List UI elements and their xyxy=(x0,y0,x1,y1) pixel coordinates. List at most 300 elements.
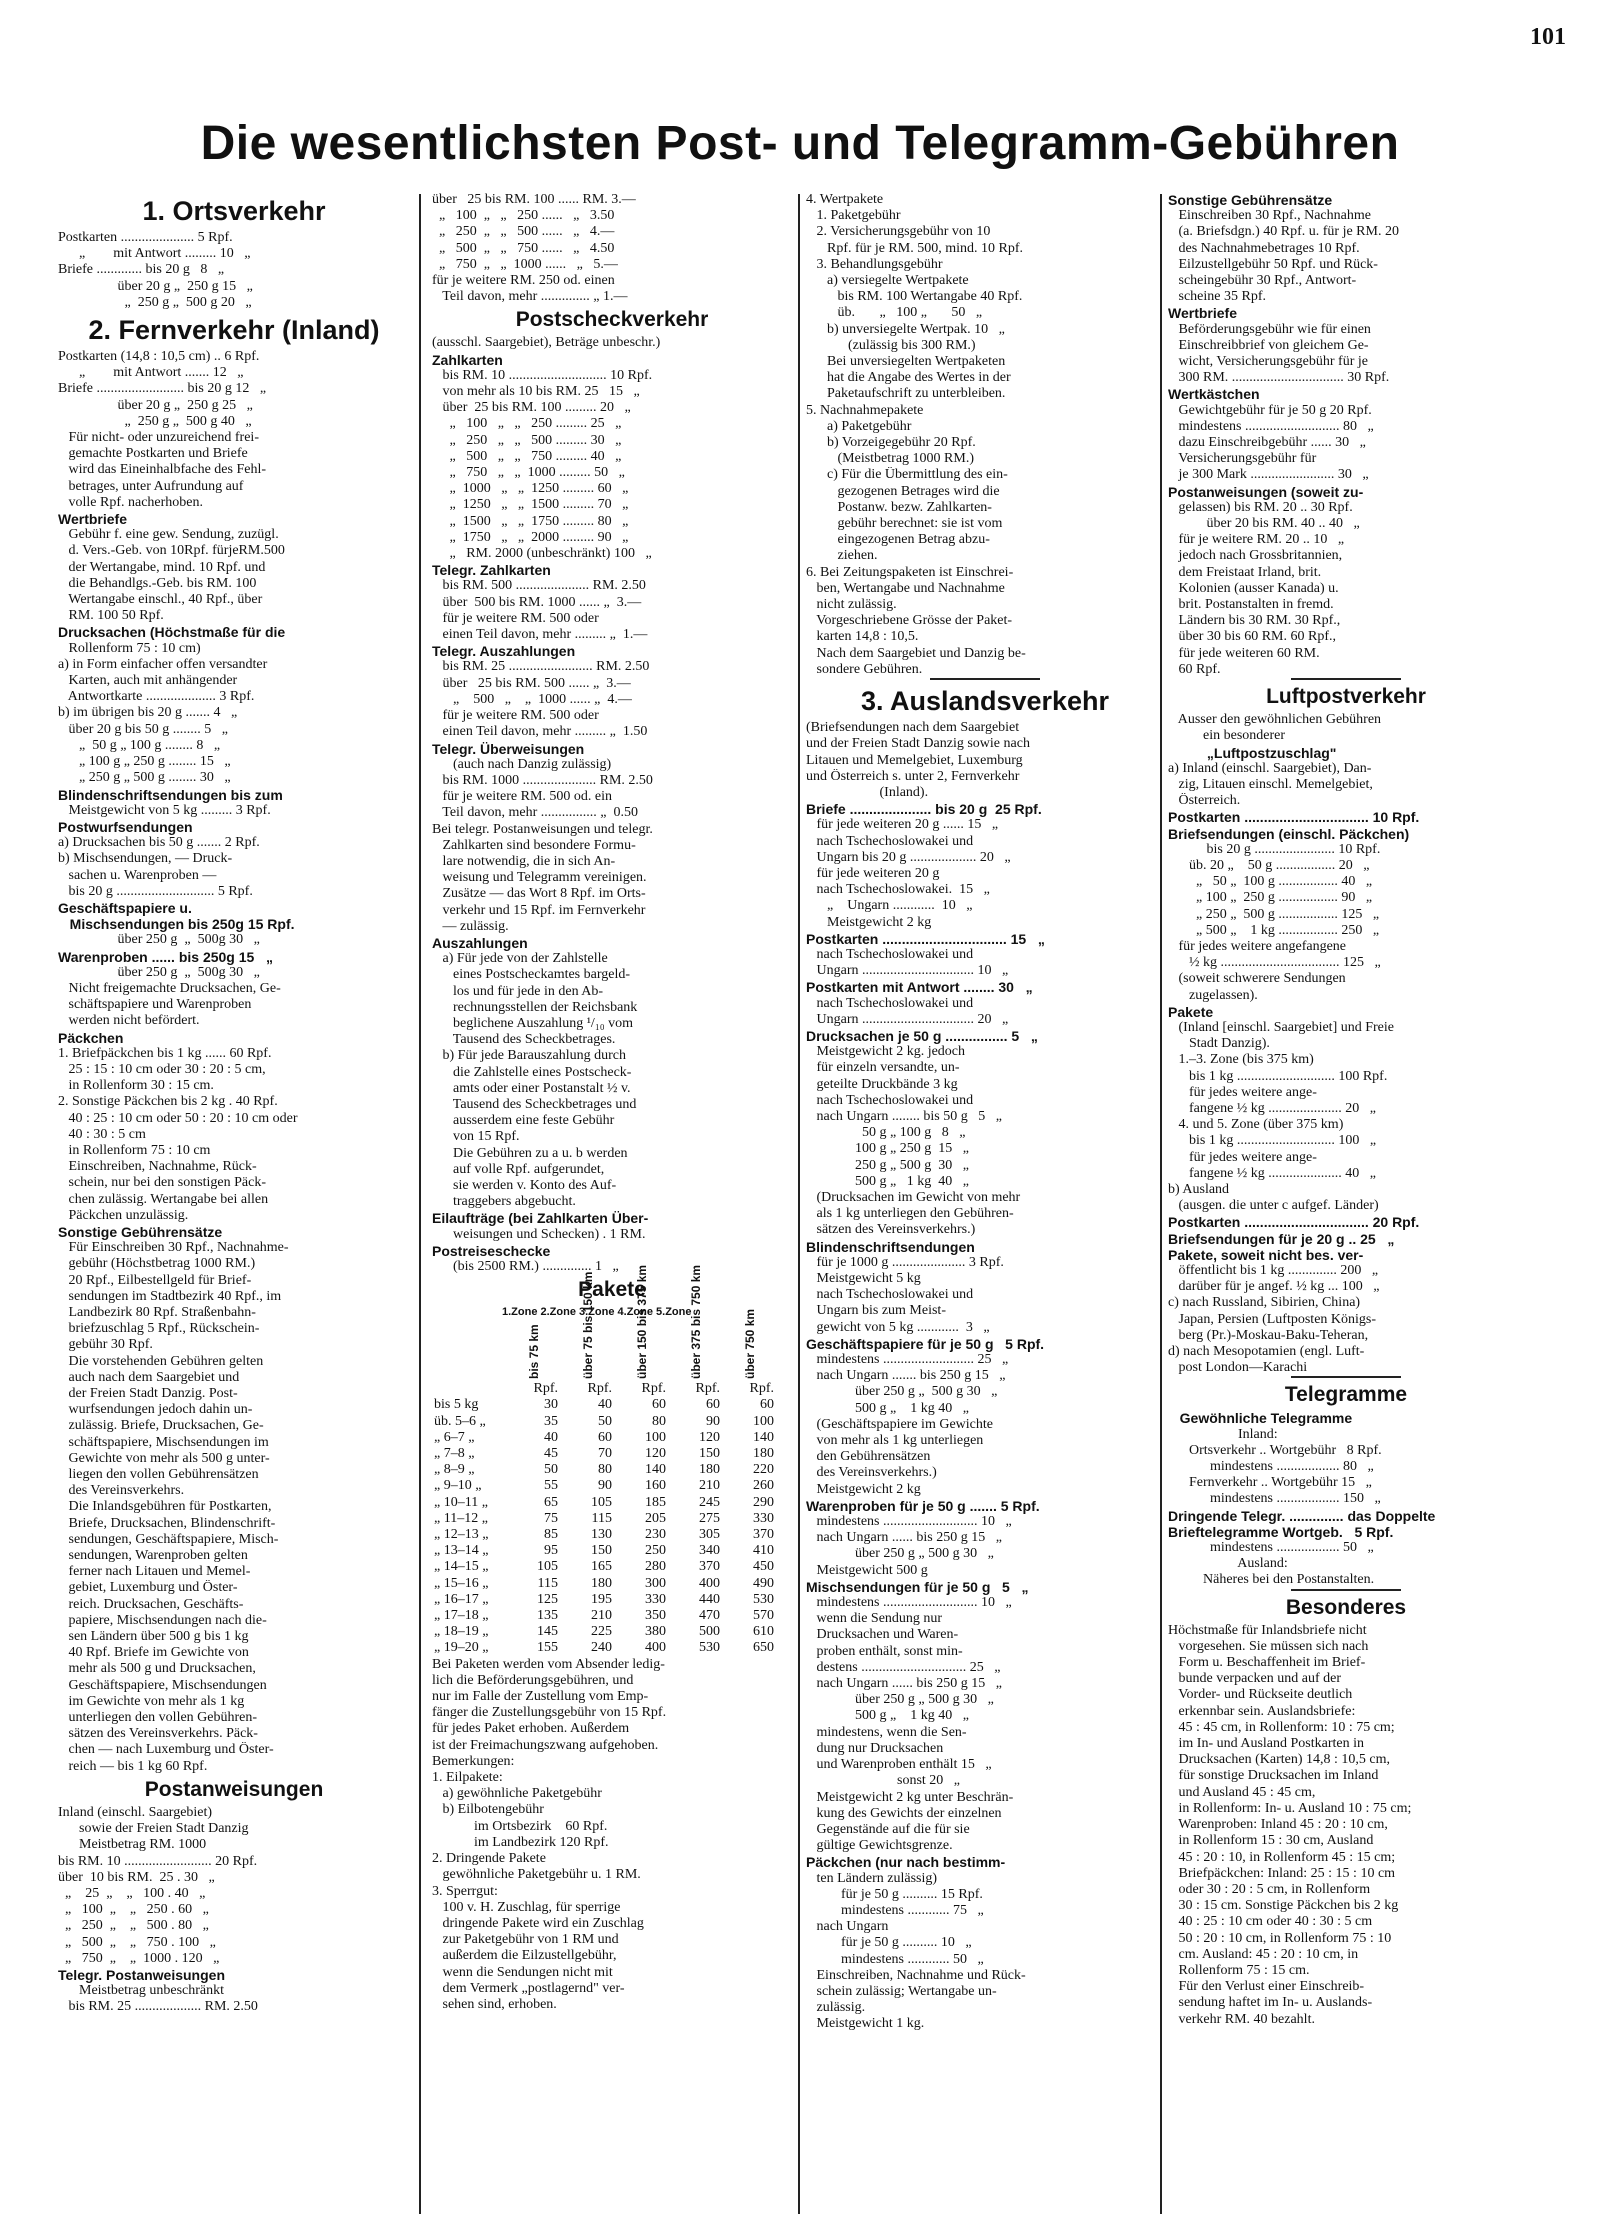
rate-line: Höchstmaße für Inlandsbriefe nicht xyxy=(1168,1622,1367,1638)
rate-line: Zusätze — das Wort 8 Rpf. im Orts- xyxy=(432,886,646,902)
rate-line: für je weitere RM. 500 oder xyxy=(432,708,599,724)
table-row xyxy=(434,1576,774,1592)
column-divider xyxy=(419,194,421,2214)
rate-cell: 145 xyxy=(537,1624,558,1640)
rule-line xyxy=(930,678,1040,680)
rate-category-label: Telegr. Zahlkarten xyxy=(432,562,551,579)
table-corner xyxy=(434,1319,504,1381)
distance-label: bis 75 km xyxy=(527,1324,541,1380)
rate-cell: 220 xyxy=(753,1462,774,1478)
pakete-unit-row xyxy=(434,1381,774,1397)
rate-line: Meistgewicht 500 g xyxy=(806,1562,928,1578)
rate-cell: 130 xyxy=(591,1527,612,1543)
rate-line: 25 : 15 : 10 cm oder 30 : 20 : 5 cm, xyxy=(58,1061,266,1077)
rate-cell: 400 xyxy=(699,1575,720,1591)
rate-line: dem Freistaat Irland, brit. xyxy=(1168,564,1322,580)
rate-line: b) im übrigen bis 20 g ....... 4 „ xyxy=(58,705,238,721)
rate-line: 1.–3. Zone (bis 375 km) xyxy=(1168,1052,1314,1068)
rate-cell: 180 xyxy=(699,1462,720,1478)
section-heading: 1. Ortsverkehr xyxy=(142,196,326,226)
rate-line: bis RM. 500 ..................... RM. 2.50 xyxy=(432,578,646,594)
rate-line: d. Vers.-Geb. von 10Rpf. fürjeRM.500 xyxy=(58,543,285,559)
rate-line: reich. Drucksachen, Geschäfts- xyxy=(58,1596,244,1612)
rate-cell: 330 xyxy=(753,1510,774,1526)
rate-category-label: Postwurfsendungen xyxy=(58,818,193,835)
weight-cell: „ 11–12 „ xyxy=(434,1510,488,1526)
unit-cell: Rpf. xyxy=(749,1381,774,1397)
rate-cell: 50 xyxy=(598,1413,612,1429)
rate-line: bis RM. 25 ................... RM. 2.50 xyxy=(58,1999,258,2015)
rate-line: wird das Eineinhalbfache des Fehl- xyxy=(58,462,266,478)
rate-line: destens .............................. 25 „ xyxy=(806,1659,1001,1675)
rate-line: als 1 kg unterliegen den Gebühren- xyxy=(806,1206,1014,1222)
rate-line: kung des Gewichts der einzelnen xyxy=(806,1805,1002,1821)
rate-line: 2. Dringende Pakete xyxy=(432,1851,546,1867)
rate-line: zugelassen). xyxy=(1168,987,1258,1003)
rate-line: bis RM. 10 ......................... 20 Rpf. xyxy=(58,1853,258,1869)
rate-line: „ 50 g „ 100 g ........ 8 „ xyxy=(58,737,221,753)
rate-line: „ 250 g „ 500 g ........ 30 „ xyxy=(58,770,231,786)
rate-line: 500 g „ 1 kg 40 „ xyxy=(806,1400,969,1416)
rate-line: sendung haftet im In- u. Auslands- xyxy=(1168,1995,1373,2011)
rate-cell: 60 xyxy=(652,1397,666,1413)
rate-line: schein zulässig; Wertangabe un- xyxy=(806,1983,997,1999)
rate-line: gewöhnliche Paketgebühr u. 1 RM. xyxy=(432,1867,641,1883)
rate-line: scheine 35 Rpf. xyxy=(1168,289,1266,305)
rate-cell: 250 xyxy=(645,1543,666,1559)
rate-line: Vorder- und Rückseite deutlich xyxy=(1168,1687,1353,1703)
rate-line: Ausser den gewöhnlichen Gebühren xyxy=(1168,712,1382,728)
distance-label: über 750 km xyxy=(743,1309,757,1380)
rate-line: 40 : 25 : 10 cm oder 50 : 20 : 10 cm oder xyxy=(58,1110,298,1126)
rate-category-label: Drucksachen (Höchstmaße für die xyxy=(58,624,286,641)
rate-line: Ausland: xyxy=(1168,1556,1288,1572)
rate-cell: 280 xyxy=(645,1559,666,1575)
rate-line: Rpf. für je RM. 500, mind. 10 Rpf. xyxy=(806,240,1023,256)
rate-line: b) unversiegelte Wertpak. 10 „ xyxy=(806,321,1005,337)
rate-cell: 45 xyxy=(544,1446,558,1462)
rate-line: Tausend des Scheckbetrages und xyxy=(432,1096,637,1112)
rate-line: für jede weiteren 60 RM. xyxy=(1168,645,1320,661)
weight-cell: „ 16–17 „ xyxy=(434,1591,489,1607)
rate-line: auf volle Rpf. aufgerundet, xyxy=(432,1161,605,1177)
rate-line: bis RM. 100 Wertangabe 40 Rpf. xyxy=(806,289,1023,305)
rate-line: Bei telegr. Postanweisungen und telegr. xyxy=(432,821,653,837)
column-ortsverkehr-fernverkehr xyxy=(58,192,410,2217)
rate-line: „ 1500 „ „ 1750 ......... 80 „ xyxy=(432,513,629,529)
rate-cell: 60 xyxy=(706,1397,720,1413)
rate-line: zig, Litauen einschl. Memelgebiet, xyxy=(1168,776,1373,792)
rate-cell: 340 xyxy=(699,1543,720,1559)
rate-line: 60 Rpf. xyxy=(1168,661,1221,677)
rate-line: berg (Pr.)-Moskau-Baku-Teheran, xyxy=(1168,1327,1369,1343)
rate-line: 250 g „ 500 g 30 „ xyxy=(806,1157,969,1173)
zone-distance-header xyxy=(504,1319,558,1381)
rate-line: mindestens .................. 150 „ xyxy=(1168,1491,1381,1507)
rate-line: in Rollenform 15 : 30 cm, Ausland xyxy=(1168,1833,1374,1849)
table-row xyxy=(434,1527,774,1543)
rate-line: für je weitere RM. 20 .. 10 „ xyxy=(1168,532,1345,548)
rate-line: (ausgen. die unter c aufgef. Länder) xyxy=(1168,1198,1379,1214)
rate-line: a) in Form einfacher offen versandter xyxy=(58,656,268,672)
rate-line: ten Ländern zulässig) xyxy=(806,1870,938,1886)
rate-line: 6. Bei Zeitungspaketen ist Einschrei- xyxy=(806,564,1014,580)
rate-line: für je 50 g .......... 10 „ xyxy=(806,1935,972,1951)
rate-line: 100 g „ 250 g 15 „ xyxy=(806,1141,969,1157)
table-row xyxy=(434,1624,774,1640)
rate-line: sendungen im Stadtbezirk 40 Rpf., im xyxy=(58,1288,282,1304)
rate-line: 3. Sperrgut: xyxy=(432,1883,498,1899)
rate-line: Einschreibbrief von gleichem Ge- xyxy=(1168,337,1369,353)
rate-line: der Freien Stadt Danzig. Post- xyxy=(58,1386,238,1402)
rate-category-label: Auszahlungen xyxy=(432,934,528,951)
rate-line: für jedes weitere ange- xyxy=(1168,1149,1317,1165)
rate-line: Ungarn bis 20 g ................... 20 „ xyxy=(806,849,1011,865)
page-title: Die wesentlichsten Post- und Telegramm-Gebühren xyxy=(200,117,1400,170)
rate-line: über 500 bis RM. 1000 ...... „ 3.— xyxy=(432,594,642,610)
rate-cell: 120 xyxy=(645,1446,666,1462)
rate-cell: 150 xyxy=(699,1446,720,1462)
rate-cell: 240 xyxy=(591,1640,612,1656)
rate-line: Meistgewicht von 5 kg ......... 3 Rpf. xyxy=(58,802,271,818)
rate-line: über 250 g „ 500g 30 „ xyxy=(58,964,260,980)
rate-line: die Zahlstelle eines Postscheck- xyxy=(432,1064,632,1080)
rate-category-label: Wertbriefe xyxy=(1168,305,1237,322)
rate-line: 1. Paketgebühr xyxy=(806,208,901,224)
rate-category-label: „Luftpostzuschlag" xyxy=(1168,744,1337,761)
rate-line: los und für jede in den Ab- xyxy=(432,983,604,999)
rate-line: Wertangabe einschl., 40 Rpf., über xyxy=(58,592,263,608)
rate-line: Einschreiben, Nachnahme, Rück- xyxy=(58,1159,257,1175)
rate-cell: 530 xyxy=(753,1591,774,1607)
rate-line: Päckchen unzulässig. xyxy=(58,1207,189,1223)
rate-line: in Rollenform 30 : 15 cm. xyxy=(58,1078,214,1094)
rate-line: „ 250 „ „ 500 . 80 „ xyxy=(58,1918,209,1934)
rate-line: und Österreich s. unter 2, Fernverkehr xyxy=(806,768,1020,784)
rate-cell: 330 xyxy=(645,1591,666,1607)
rate-cell: 150 xyxy=(591,1543,612,1559)
rate-cell: 80 xyxy=(598,1462,612,1478)
rate-line: eines Postscheckamtes bargeld- xyxy=(432,967,631,983)
table-row xyxy=(434,1446,774,1462)
rate-line: des Vereinsverkehrs. xyxy=(58,1483,185,1499)
rate-line: über 10 bis RM. 25 . 30 „ xyxy=(58,1869,215,1885)
rate-category-label: Briefe ..................... bis 20 g 25 Rpf. xyxy=(806,801,1042,818)
rate-line: nur im Falle der Zustellung vom Emp- xyxy=(432,1689,649,1705)
rate-category-label: Wertbriefe xyxy=(58,511,127,528)
rate-line: die Behandlgs.-Geb. bis RM. 100 xyxy=(58,575,257,591)
rate-line: Eilzustellgebühr 50 Rpf. und Rück- xyxy=(1168,256,1378,272)
rate-line: unterliegen den vollen Gebühren- xyxy=(58,1710,258,1726)
rate-line: b) Eilbotengebühr xyxy=(432,1802,544,1818)
rate-line: 4. und 5. Zone (über 375 km) xyxy=(1168,1117,1344,1133)
rate-line: über 25 bis RM. 500 ...... „ 3.— xyxy=(432,675,631,691)
rate-line: chen — nach Luxemburg und Öster- xyxy=(58,1742,274,1758)
rate-cell: 90 xyxy=(598,1478,612,1494)
rate-line: über 20 g „ 250 g 15 „ xyxy=(58,278,253,294)
rate-line: „ 500 „ „ 1000 ...... „ 4.— xyxy=(432,691,632,707)
rate-category-label: Päckchen (nur nach bestimm- xyxy=(806,1854,1006,1871)
rate-line: für einzeln versandte, un- xyxy=(806,1060,960,1076)
rate-line: „ 1000 „ „ 1250 ......... 60 „ xyxy=(432,481,629,497)
rate-line: 3. Behandlungsgebühr xyxy=(806,256,943,272)
rate-category-label: Blindenschriftsendungen xyxy=(806,1238,975,1255)
rule-line xyxy=(1291,1589,1401,1591)
rate-cell: 65 xyxy=(544,1494,558,1510)
rate-line: „ 250 „ „ 500 ......... 30 „ xyxy=(432,432,622,448)
rate-line: bis 1 kg ............................ 100 Rpf. xyxy=(1168,1068,1388,1084)
unit-cell: Rpf. xyxy=(641,1381,666,1397)
rate-line: vorgesehen. Sie müssen sich nach xyxy=(1168,1638,1369,1654)
rate-cell: 350 xyxy=(645,1608,666,1624)
rate-line: auch nach dem Saargebiet und xyxy=(58,1369,240,1385)
rate-line: gebühr berechnet: sie ist vom xyxy=(806,516,1003,532)
rate-line: sachen u. Warenproben — xyxy=(58,867,217,883)
rate-cell: 300 xyxy=(645,1575,666,1591)
rate-cell: 260 xyxy=(753,1478,774,1494)
rate-line: reich — bis 1 kg 60 Rpf. xyxy=(58,1758,208,1774)
rate-line: Ortsverkehr .. Wortgebühr 8 Rpf. xyxy=(1168,1442,1382,1458)
rate-cell: 305 xyxy=(699,1527,720,1543)
rate-line: traggebers abgebucht. xyxy=(432,1194,576,1210)
rate-line: sendungen, Warenproben gelten xyxy=(58,1548,248,1564)
rate-line: für jedes Paket erhoben. Außerdem xyxy=(432,1721,630,1737)
rate-line: (auch nach Danzig zulässig) xyxy=(432,756,612,772)
rate-line: nicht zulässig. xyxy=(806,597,897,613)
rate-line: 45 : 20 : 10, in Rollenform 45 : 15 cm; xyxy=(1168,1849,1396,1865)
rate-category-label: Wertkästchen xyxy=(1168,386,1260,403)
subsection-heading: Luftpostverkehr xyxy=(1266,685,1426,709)
rate-line: und Warenproben enthält 15 „ xyxy=(806,1757,992,1773)
rate-line: im In- und Ausland Postkarten in xyxy=(1168,1736,1364,1752)
subsection-heading: Pakete xyxy=(578,1278,646,1302)
rate-line: (Meistbetrag 1000 RM.) xyxy=(806,451,974,467)
rate-line: Postkarten (14,8 : 10,5 cm) .. 6 Rpf. xyxy=(58,349,260,365)
rate-cell: 80 xyxy=(652,1413,666,1429)
rate-line: wenn die Sendungen nicht mit xyxy=(432,1964,613,1980)
rate-line: schein, nur bei den sonstigen Päck- xyxy=(58,1175,267,1191)
rate-line: „ 250 g „ 500 g 20 „ xyxy=(58,294,252,310)
rate-line: lich die Beförderungsgebühren, und xyxy=(432,1672,634,1688)
rate-cell: 410 xyxy=(753,1543,774,1559)
rate-line: Einschreiben 30 Rpf., Nachnahme xyxy=(1168,208,1371,224)
rate-line: Tausend des Scheckbetrages. xyxy=(432,1032,616,1048)
rate-line: üb. „ 100 „ 50 „ xyxy=(806,305,983,321)
rate-line: über 250 g „ 500g 30 „ xyxy=(58,932,260,948)
rate-line: a) Drucksachen bis 50 g ....... 2 Rpf. xyxy=(58,835,260,851)
rate-line: mindestens ........................... 10 „ xyxy=(806,1595,1012,1611)
rate-line: Zahlkarten sind besondere Formu- xyxy=(432,837,636,853)
rate-line: (bis 2500 RM.) .............. 1 „ xyxy=(432,1259,619,1274)
rate-line: bis 1 kg ............................ 100 „ xyxy=(1168,1133,1377,1149)
rate-cell: 140 xyxy=(645,1462,666,1478)
table-row xyxy=(434,1495,774,1511)
rate-line: sehen sind, erhoben. xyxy=(432,1996,557,2012)
rate-line: 5. Nachnahmepakete xyxy=(806,402,924,418)
rate-category-label: Postreiseschecke xyxy=(432,1242,551,1259)
rate-category-label: Gewöhnliche Telegramme xyxy=(1168,1410,1353,1427)
rate-line: a) Inland (einschl. Saargebiet), Dan- xyxy=(1168,760,1372,776)
rate-category-label: Telegr. Auszahlungen xyxy=(432,643,576,660)
rate-cell: 155 xyxy=(537,1640,558,1656)
rate-line: sonst 20 „ xyxy=(806,1773,960,1789)
rate-line: c) nach Russland, Sibirien, China) xyxy=(1168,1295,1361,1311)
rate-line: 4. Wertpakete xyxy=(806,192,884,207)
column-divider xyxy=(798,194,800,2214)
rate-line: zulässig. xyxy=(806,2000,866,2016)
rate-line: 500 g „ 1 kg 40 „ xyxy=(806,1708,969,1724)
rate-line: nach Tschechoslowakei und xyxy=(806,946,974,962)
rate-cell: 40 xyxy=(544,1429,558,1445)
rate-line: je 300 Mark ........................ 30 „ xyxy=(1168,467,1369,483)
rate-cell: 135 xyxy=(537,1608,558,1624)
rate-line: karten 14,8 : 10,5. xyxy=(806,629,919,645)
rate-line: Drucksachen und Waren- xyxy=(806,1627,959,1643)
rate-cell: 570 xyxy=(753,1608,774,1624)
rate-line: „ 100 „ „ 250 ...... „ 3.50 xyxy=(432,208,615,224)
rate-line: für jede weiteren 20 g xyxy=(806,865,940,881)
rate-line: Bemerkungen: xyxy=(432,1753,515,1769)
table-row xyxy=(434,1414,774,1430)
rate-line: für jedes weitere ange- xyxy=(1168,1084,1317,1100)
table-row xyxy=(434,1559,774,1575)
pakete-zone-header: 1.Zone 2.Zone 3.Zone 4.Zone 5.Zone xyxy=(502,1306,692,1319)
rate-line: „ 250 g „ 500 g 40 „ xyxy=(58,413,252,429)
rate-line: scheingebühr 30 Rpf., Antwort- xyxy=(1168,273,1357,289)
rate-line: Für Einschreiben 30 Rpf., Nachnahme- xyxy=(58,1240,289,1256)
rate-line: zur Paketgebühr von 1 RM und xyxy=(432,1932,619,1948)
rule-line xyxy=(1291,1376,1401,1378)
rate-line: Briefe ............. bis 20 g 8 „ xyxy=(58,262,225,278)
rate-cell: 180 xyxy=(753,1446,774,1462)
rate-line: über 20 g „ 250 g 25 „ xyxy=(58,397,253,413)
rate-line: Rollenform 75 : 15 cm. xyxy=(1168,1962,1310,1978)
rate-category-label: Geschäftspapiere u. xyxy=(58,899,192,916)
unit-cell: Rpf. xyxy=(533,1381,558,1397)
rate-line: — zulässig. xyxy=(432,918,509,934)
rate-cell: 85 xyxy=(544,1527,558,1543)
rate-line: Paketaufschrift zu unterbleiben. xyxy=(806,386,1006,402)
weight-cell: „ 8–9 „ xyxy=(434,1462,475,1478)
rate-cell: 400 xyxy=(645,1640,666,1656)
rate-cell: 370 xyxy=(699,1559,720,1575)
rate-line: 50 : 20 : 10 cm, in Rollenform 75 : 10 xyxy=(1168,1930,1392,1946)
rate-line: brit. Postanstalten in fremd. xyxy=(1168,597,1334,613)
rate-line: Fernverkehr .. Wortgebühr 15 „ xyxy=(1168,1475,1372,1491)
rate-category-label: Blindenschriftsendungen bis zum xyxy=(58,786,283,803)
rate-line: Für den Verlust einer Einschreib- xyxy=(1168,1979,1365,1995)
rate-line: rechnungsstellen der Reichsbank xyxy=(432,999,638,1015)
weight-cell: „ 15–16 „ xyxy=(434,1575,489,1591)
rate-line: Litauen und Memelgebiet, Luxemburg xyxy=(806,752,1023,768)
rate-line: „ 100 „ „ 250 ......... 25 „ xyxy=(432,416,622,432)
rate-line: Geschäftspapiere, Mischsendungen xyxy=(58,1677,267,1693)
table-row xyxy=(434,1478,774,1494)
rate-line: „ 500 „ „ 750 . 100 „ xyxy=(58,1934,216,1950)
rate-cell: 470 xyxy=(699,1608,720,1624)
rate-cell: 115 xyxy=(537,1575,558,1591)
rate-line: 1. Eilpakete: xyxy=(432,1770,503,1786)
rate-cell: 210 xyxy=(699,1478,720,1494)
rate-line: nach Ungarn ........ bis 50 g 5 „ xyxy=(806,1108,1002,1124)
subsection-heading: Postscheckverkehr xyxy=(515,308,709,332)
rate-line: für sonstige Drucksachen im Inland xyxy=(1168,1768,1379,1784)
weight-cell: „ 9–10 „ xyxy=(434,1478,482,1494)
rate-line: nach Tschechoslowakei und xyxy=(806,1092,974,1108)
rate-cell: 210 xyxy=(591,1608,612,1624)
rate-line: Kolonien (ausser Kanada) u. xyxy=(1168,580,1339,596)
rate-line: erkennbar sein. Auslandsbriefe: xyxy=(1168,1703,1356,1719)
rate-line: (ausschl. Saargebiet), Beträge unbeschr.) xyxy=(432,335,661,351)
col2-top-section xyxy=(432,192,792,1305)
rate-line: „ 100 g „ 250 g ........ 15 „ xyxy=(58,754,231,770)
unit-cell: Rpf. xyxy=(587,1381,612,1397)
rate-line: für je weitere RM. 500 od. ein xyxy=(432,789,613,805)
rate-line: 20 Rpf., Eilbestellgeld für Brief- xyxy=(58,1272,252,1288)
rate-line: Drucksachen (Karten) 14,8 : 10,5 cm, xyxy=(1168,1752,1390,1768)
rate-line: Einschreiben, Nachnahme und Rück- xyxy=(806,1967,1026,1983)
rate-line: Vorgeschriebene Grösse der Paket- xyxy=(806,613,1013,629)
rate-cell: 650 xyxy=(753,1640,774,1656)
rate-line: (Inland). xyxy=(806,784,929,800)
rate-cell: 35 xyxy=(544,1413,558,1429)
rate-line: (zulässig bis 300 RM.) xyxy=(806,337,976,353)
rate-line: 45 : 45 cm, in Rollenform: 10 : 75 cm; xyxy=(1168,1719,1395,1735)
distance-label: über 150 bis 375 km xyxy=(635,1265,649,1380)
rate-cell: 245 xyxy=(699,1494,720,1510)
rate-line: Meistgewicht 2 kg xyxy=(806,1481,921,1497)
rate-line: b) Ausland xyxy=(1168,1181,1230,1197)
rate-category-label: Sonstige Gebührensätze xyxy=(1168,192,1333,208)
rate-line: hat die Angabe des Wertes in der xyxy=(806,370,1011,386)
rate-line: mindestens ............ 75 „ xyxy=(806,1902,984,1918)
rate-line: sendungen, Geschäftspapiere, Misch- xyxy=(58,1531,279,1547)
weight-cell: „ 18–19 „ xyxy=(434,1624,489,1640)
rate-line: Teil davon, mehr .............. „ 1.— xyxy=(432,289,628,305)
rate-line: werden nicht befördert. xyxy=(58,1013,200,1029)
rate-category-label: Drucksachen je 50 g ................ 5 „ xyxy=(806,1027,1038,1044)
rate-cell: 100 xyxy=(753,1413,774,1429)
rate-line: darüber für je angef. ½ kg ... 100 „ xyxy=(1168,1279,1380,1295)
weight-cell: „ 17–18 „ xyxy=(434,1608,489,1624)
rate-line: Landbezirk 80 Rpf. Straßenbahn- xyxy=(58,1305,256,1320)
rate-line: Inland (einschl. Saargebiet) xyxy=(58,1804,213,1820)
rule-line xyxy=(1291,678,1401,680)
rate-line: b) Mischsendungen, — Druck- xyxy=(58,851,233,867)
rate-line: in Rollenform 75 : 10 cm xyxy=(58,1142,211,1158)
rate-line: (a. Briefsdgn.) 40 Rpf. u. für je RM. 20 xyxy=(1168,224,1399,240)
section-heading: 2. Fernverkehr (Inland) xyxy=(88,315,380,346)
rate-line: bunde verpacken und auf der xyxy=(1168,1671,1341,1687)
rate-line: Ungarn bis zum Meist- xyxy=(806,1303,946,1319)
rate-line: bis 20 g ............................ 5 Rpf. xyxy=(58,883,253,899)
rate-line: Warenproben: Inland 45 : 20 : 10 cm, xyxy=(1168,1817,1388,1833)
rate-cell: 205 xyxy=(645,1510,666,1526)
rate-line: Ungarn ................................ 10 „ xyxy=(806,963,1009,979)
rate-category-label: Pakete, soweit nicht bes. ver- xyxy=(1168,1246,1364,1263)
rate-line: „ 250 „ „ 500 ...... „ 4.— xyxy=(432,224,615,240)
table-row xyxy=(434,1430,774,1446)
rate-line: für je 50 g .......... 15 Rpf. xyxy=(806,1886,983,1902)
rate-line: papiere, Mischsendungen nach die- xyxy=(58,1612,267,1628)
rate-line: mindestens, wenn die Sen- xyxy=(806,1724,967,1740)
rate-category-label: Postkarten mit Antwort ........ 30 „ xyxy=(806,979,1033,996)
rate-cell: 290 xyxy=(753,1494,774,1510)
rate-line: „ Ungarn ............ 10 „ xyxy=(806,898,973,914)
rate-line: üb. 20 „ 50 g ................. 20 „ xyxy=(1168,857,1370,873)
rate-line: cm. Ausland: 45 : 20 : 10 cm, in xyxy=(1168,1946,1359,1962)
rate-line: lare notwendig, die in sich An- xyxy=(432,853,616,869)
